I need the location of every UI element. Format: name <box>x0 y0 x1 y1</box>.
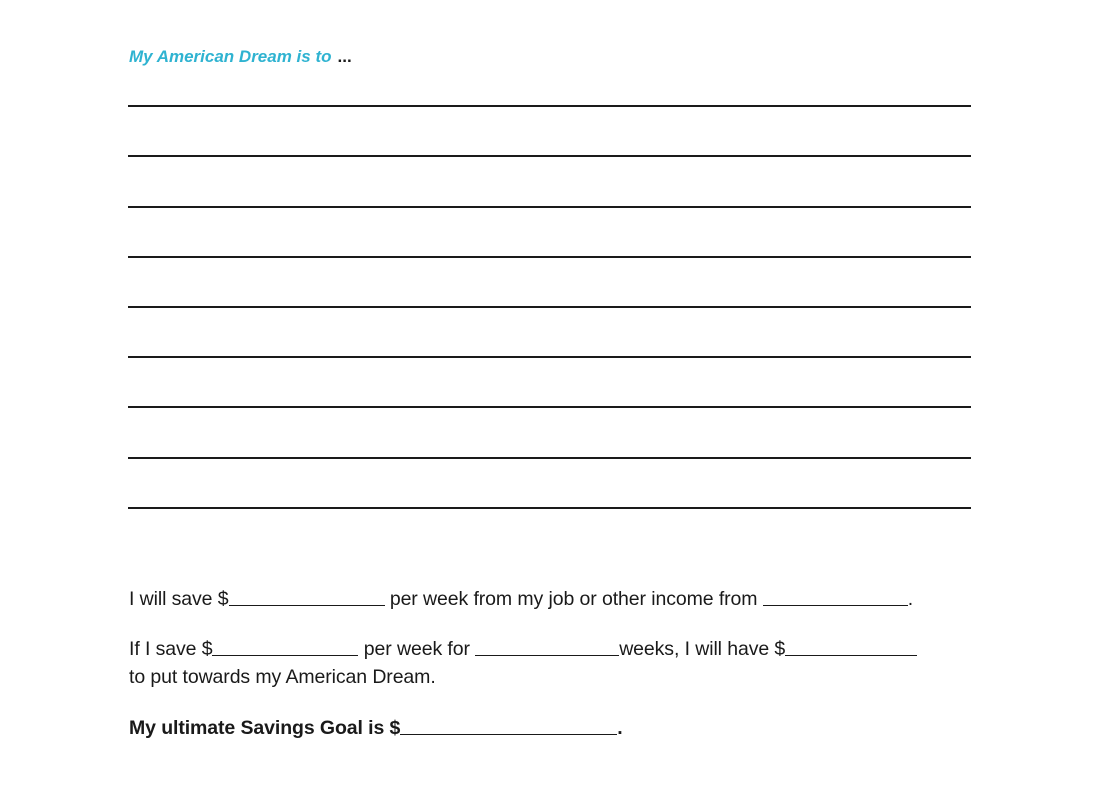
projected-weekly-amount-blank[interactable] <box>212 637 358 656</box>
writing-line[interactable] <box>128 356 971 358</box>
savings-projection-continuation: to put towards my American Dream. <box>129 666 436 688</box>
sentence-text: If I save $ <box>129 638 213 660</box>
writing-line[interactable] <box>128 507 971 509</box>
savings-goal-blank[interactable] <box>400 716 617 735</box>
income-source-blank[interactable] <box>763 587 908 606</box>
sentence-text: weeks, I will have $ <box>619 638 786 660</box>
sentence-text: My ultimate Savings Goal is $ <box>129 717 401 739</box>
writing-line[interactable] <box>128 406 971 408</box>
savings-goal-sentence <box>129 714 623 742</box>
sentence-text: . <box>907 588 914 610</box>
writing-line[interactable] <box>128 306 971 308</box>
heading-text: My American Dream is to <box>129 47 332 66</box>
weeks-count-blank[interactable] <box>475 637 619 656</box>
dream-writing-lines <box>128 0 971 520</box>
weekly-savings-sentence <box>129 585 913 613</box>
sentence-text: per week for <box>358 638 476 660</box>
writing-line[interactable] <box>128 206 971 208</box>
writing-line[interactable] <box>128 256 971 258</box>
savings-projection-sentence <box>129 635 917 663</box>
writing-line[interactable] <box>128 155 971 157</box>
weekly-amount-blank[interactable] <box>229 587 385 606</box>
sentence-text: I will save $ <box>129 588 229 610</box>
total-amount-blank[interactable] <box>785 637 917 656</box>
sentence-text: per week from my job or other income from <box>384 588 763 610</box>
sentence-text: . <box>617 717 623 739</box>
writing-line[interactable] <box>128 105 971 107</box>
writing-line[interactable] <box>128 457 971 459</box>
heading-ellipsis: ... <box>337 47 352 66</box>
